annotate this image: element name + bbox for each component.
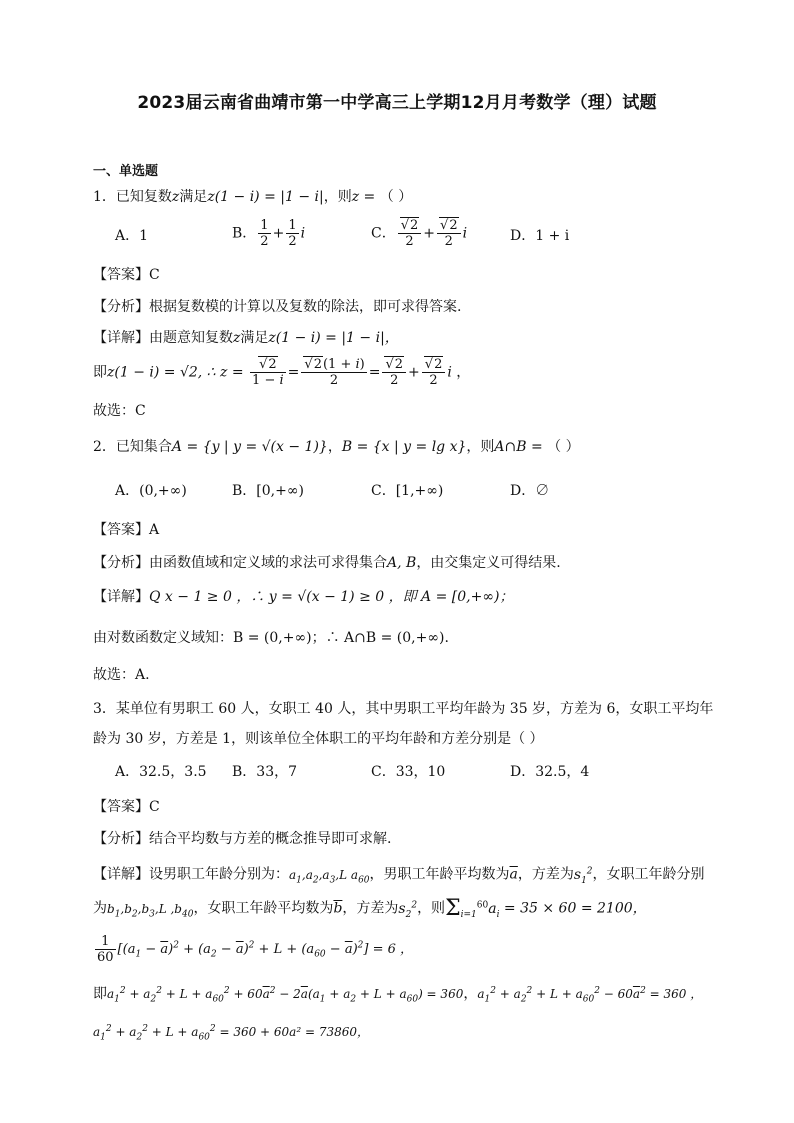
q2-analysis (93, 553, 561, 573)
q2-stem: 2．已知集合A = {y | y = √(x − 1)}，B = {x | y = lg x}，则A∩B = （ ） (93, 439, 580, 455)
q3-detail-equation: = 35 × 60 = 2100， (499, 900, 647, 917)
detail-tag: 【详解】 (93, 589, 149, 605)
q2-option-b: B．[0,+∞) (232, 483, 304, 499)
q3-detail-line3: $\frac{1}{60}$ $[(a_1 - \overline{a})^2 + (a_2 - \overline{a})^2 + L + (a_{60} - \overline{a})^2] = 6$ ， (97, 934, 414, 965)
q3-option-c: C．33，10 (371, 764, 446, 780)
q1-stem-text: 满足 (179, 189, 208, 205)
q3-detail-text: ，方差为 (517, 866, 574, 883)
q3-analysis (93, 829, 391, 849)
q1-answer-value: C (149, 267, 160, 283)
q1-detail-line1 (93, 328, 399, 348)
q2-set-b: B = {x | y = lg x} (341, 439, 467, 455)
q3-detail-text: ，则 (417, 900, 446, 917)
q2-stem-text: ，则 (466, 439, 495, 455)
q2-detail-line2: 由对数函数定义域知：B = (0,+∞)；∴ A∩B = (0,+∞). (93, 630, 449, 646)
q3-detail-text: ，方差为 (342, 900, 399, 917)
section-heading: 一、单选题 (93, 164, 159, 179)
q3-detail-equation: = 360 + 60a² = 73860， (219, 1025, 370, 1039)
q2-analysis-sets: A, B (387, 555, 417, 571)
q2-option-c: C．[1,+∞) (371, 483, 444, 499)
q1-detail-line2: 即z(1 − i) = √2, ∴ z = √ $\frac{2}{1 - i}$ = √ $\frac{2(1 + i)}{2}$ = √ $\frac{2}{2}$ + √ $\frac{2}{2}$ i ， (93, 357, 470, 388)
q3-answer-value: C (149, 799, 160, 815)
q2-analysis-text: ，由交集定义可得结果. (416, 555, 561, 571)
q1-answer (93, 265, 160, 285)
q1-detail-equation: z(1 − i) = |1 − i|， (268, 330, 399, 346)
q1-option-a: A．1 (115, 228, 149, 244)
q3-detail-text: 为 (93, 900, 107, 917)
q3-stem-line1: 3．某单位有男职工 60 人，女职工 40 人，其中男职工平均年龄为 35 岁，方差为 6，女职工平均年 (93, 701, 714, 717)
q3-detail-text: ，男职工年龄平均数为 (369, 866, 510, 883)
q1-detail-equation: z(1 − i) = √2, ∴ z = (107, 364, 244, 381)
q3-detail-text: ， (463, 986, 478, 1002)
q3-option-b: B．33，7 (232, 764, 298, 780)
q3-detail-text: ，女职工年龄平均数为 (193, 900, 334, 917)
q2-answer-value: A (149, 522, 160, 538)
answer-tag: 【答案】 (93, 799, 149, 815)
analysis-tag: 【分析】 (93, 555, 149, 571)
q1-analysis-text: 根据复数模的计算以及复数的除法，即可求得答案. (149, 299, 462, 315)
q1-option-d: D．1 + i (510, 228, 570, 244)
q2-stem-text: = （ ） (526, 439, 580, 455)
q2-conclusion: 故选：A. (93, 667, 150, 683)
q2-set-a: A = {y | y = √(x − 1)} (171, 439, 328, 455)
q1-detail-text: 满足 (240, 330, 269, 346)
option-label: C． (371, 225, 396, 242)
detail-tag: 【详解】 (93, 866, 149, 883)
q3-detail-line4: 即$a_1^2 + a_2^2 + L + a_{60}^2 + 60\overline{a}^2 - 2\overline{a}(a_1 + a_2 + L + a_{60}) = 360$，$a_1^2 + a_2^2 + L + a_{60}^2 - 60\overline{a}^2 = 360$ ， (93, 986, 703, 1005)
q2-analysis-text: 由函数值域和定义域的求法可求得集合 (149, 555, 387, 571)
q3-detail-text: 设男职工年龄分别为： (149, 866, 289, 883)
q1-option-c: C． √ $\frac{2}{2}$ + √ $\frac{2}{2}$ i (371, 218, 467, 249)
q2-detail-text: Q x − 1 ≥ 0 ，∴ y = √(x − 1) ≥ 0 ，即 A = [0,+∞)； (149, 589, 514, 605)
option-label: B． (232, 225, 257, 242)
q1-conclusion: 故选：C (93, 403, 146, 419)
page-title: 2023届云南省曲靖市第一中学高三上学期12月月考数学（理）试题 (137, 93, 657, 113)
q3-detail-text: ，女职工年龄分别 (592, 866, 705, 883)
analysis-tag: 【分析】 (93, 831, 149, 847)
detail-tag: 【详解】 (93, 330, 149, 346)
q1-option-b: B． $\frac{1}{2}$ + $\frac{1}{2}$ i (232, 218, 306, 249)
q1-equation: z(1 − i) = |1 − i| (207, 189, 324, 205)
q2-option-a: A．(0,+∞) (115, 483, 187, 499)
q2-detail-line1 (93, 587, 513, 607)
q1-stem-text: = （ ） (359, 189, 413, 205)
q3-analysis-text: 结合平均数与方差的概念推导即可求解. (149, 831, 392, 847)
q1-analysis (93, 297, 461, 317)
q1-stem-text: ，则 (323, 189, 352, 205)
q3-detail-line5: $a_1^2 + a_2^2 + L + a_{60}^2 = 360 + 60a^2 = 73860$， (93, 1024, 370, 1043)
q1-stem (93, 187, 412, 207)
q3-option-a: A．32.5，3.5 (115, 764, 207, 780)
q3-detail-text: 即 (93, 986, 107, 1002)
q1-stem-text: 1．已知复数 (93, 189, 172, 205)
q2-option-d: D．∅ (510, 483, 550, 499)
q3-stem-line2: 龄为 30 岁，方差是 1，则该单位全体职工的平均年龄和方差分别是（ ） (93, 731, 544, 747)
var-z: z (233, 330, 241, 346)
q3-answer (93, 797, 160, 817)
q2-intersection: A∩B (494, 439, 527, 455)
answer-tag: 【答案】 (93, 267, 149, 283)
q2-stem-text: 2．已知集合 (93, 439, 172, 455)
q3-detail-line1: 【详解】设男职工年龄分别为：$a_1,a_2,a_3,L$ $a_{60}$，男职工年龄平均数为$\overline{a}$，方差为$s_1^2$，女职工年龄分别 (93, 866, 705, 886)
q3-option-d: D．32.5，4 (510, 764, 590, 780)
q3-detail-line2: 为$b_1,b_2,b_3,L$ $,b_{40}$，女职工年龄平均数为$\overline{b}$，方差为$s_2^2$，则$\Sigma_{i=1}^{60}a_i = 35 \times 60 = 2100$， (93, 895, 647, 921)
answer-tag: 【答案】 (93, 522, 149, 538)
q1-detail-text: 即 (93, 364, 107, 381)
var-z: z (351, 189, 360, 205)
analysis-tag: 【分析】 (93, 299, 149, 315)
q2-answer (93, 520, 159, 540)
q1-detail-text: 由题意知复数 (149, 330, 233, 346)
var-z: z (171, 189, 180, 205)
